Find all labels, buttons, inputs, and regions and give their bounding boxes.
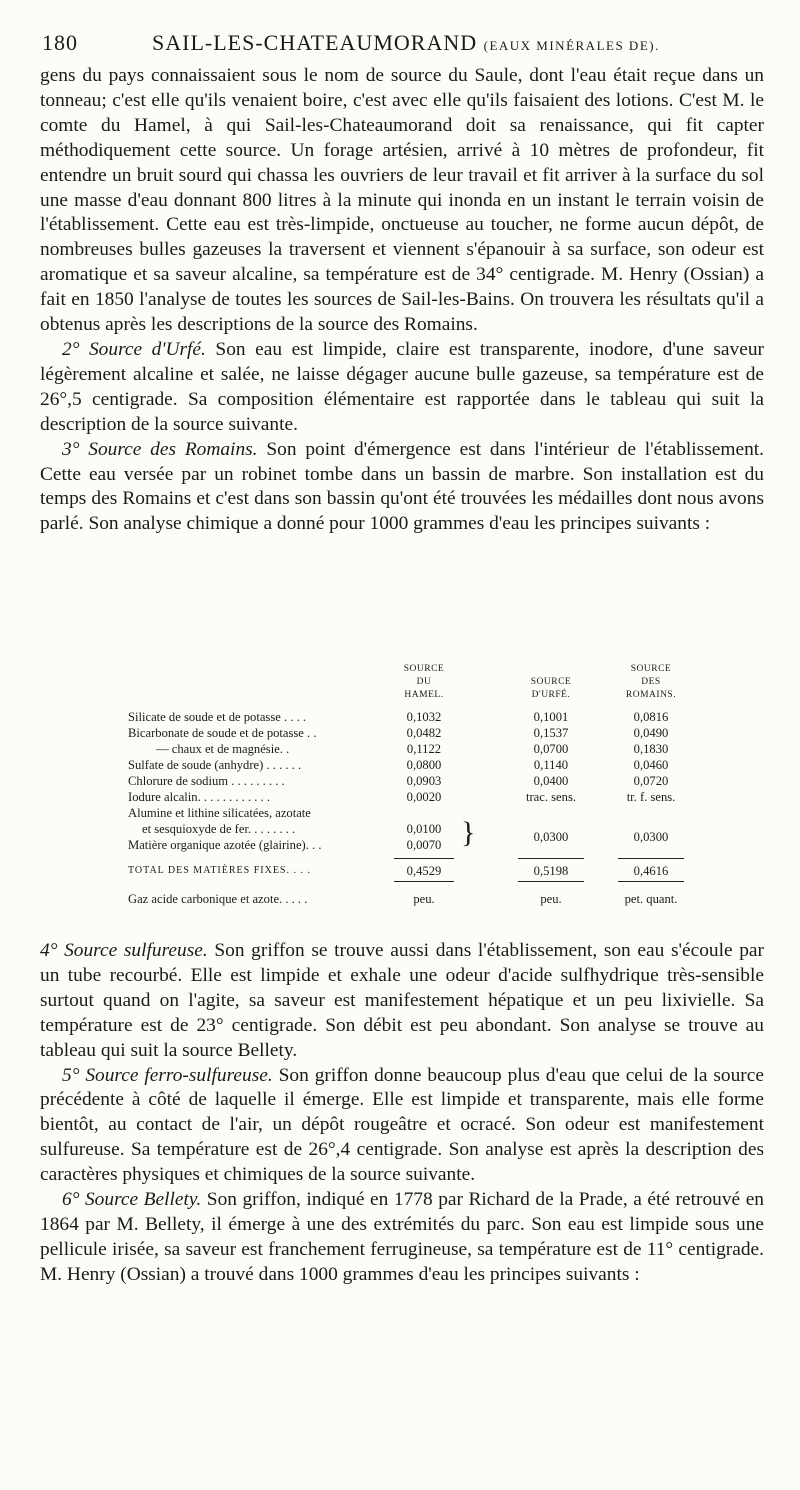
table-cell: 0,0300: [633, 830, 669, 844]
table-row-label: Chlorure de sodium . . . . . . . . .: [128, 774, 285, 788]
sum-rule: [518, 858, 584, 859]
table-cell: 0,1830: [633, 742, 669, 756]
table-row-label: Alumine et lithine silicatées, azotate: [128, 806, 311, 820]
sum-rule: [394, 858, 454, 859]
sum-rule: [618, 858, 684, 859]
table-cell: tr. f. sens.: [626, 790, 676, 804]
table-cell: 0,0100: [406, 822, 442, 836]
table-cell: trac. sens.: [525, 790, 576, 804]
paragraph-source-sulfureuse: [40, 939, 764, 1064]
section-label: 3° Source des Romains.: [62, 438, 258, 460]
paragraph-source-urfe: [40, 338, 764, 438]
column-header-hamel: SOURCE DU HAMEL.: [403, 664, 445, 700]
paragraph-text: Son griffon donne beaucoup plus d'eau que celui de la source précédente à côté de laquelle il émerge. Elle est limpide et transparente, mais elle forme bientôt, au contact de l'air, un dépôt rougeâtre et ocracé. Son odeur est manifestement sulfureuse. Sa température est de 26°,4 centigrade. Son analyse est après la description des caractères physiques et chimiques de la source suivante.: [40, 1064, 764, 1186]
table-cell: 0,0020: [406, 790, 442, 804]
table-cell: 0,0800: [406, 758, 442, 772]
table-cell: 0,1032: [406, 710, 442, 724]
table-cell: 0,0720: [633, 774, 669, 788]
table-row-label: Silicate de soude et de potasse . . . .: [128, 710, 307, 724]
table-row-label: Iodure alcalin. . . . . . . . . . . .: [128, 790, 270, 804]
table-total: 0,4616: [633, 864, 669, 878]
table-cell: 0,0400: [533, 774, 569, 788]
paragraph-text: Son eau est limpide, claire est transparente, inodore, d'une saveur légèrement alcaline et salée, ne laisse dégager aucune bulle gazeuse, sa température est de 26°,5 centigrade. Sa composition élémentaire est rapportée dans le tableau qui suit la description de la source suivante.: [40, 338, 764, 435]
table-cell: 0,1122: [406, 742, 442, 756]
table-cell: 0,0070: [406, 838, 442, 852]
table-cell: 0,0300: [533, 830, 569, 844]
paragraph-source-du-hamel: gens du pays connaissaient sous le nom de source du Saule, dont l'eau était reçue dans un tonneau; c'est elle qu'ils venaient boire, c'est avec elle qu'ils faisaient des lotions. C'est M. le comte du Hamel, à qui Sail-les-Chateaumorand doit sa renaissance, qui fit capter méthodiquement cette source. Un forage artésien, arrivé à 10 mètres de profondeur, fit entendre un bruit sourd qui chassa les ouvriers de leur travail et fit arriver à la surface du sol une masse d'eau donnant 800 litres à la minute qui inonda en un instant le terrain voisin de l'établissement. Cette eau est très-limpide, onctueuse au toucher, ne forme aucun dépôt, de nombreuses bulles gazeuses la traversent et viennent s'épanouir à sa surface, son odeur est aromatique et sa saveur alcaline, sa température est de 34° centigrade. M. Henry (Ossian) a fait en 1850 l'analyse de toutes les sources de Sail-les-Bains. On trouvera les résultats qu'il a obtenus après les descriptions de la source des Romains.: [40, 65, 764, 336]
sum-rule: [518, 881, 584, 882]
table-total: 0,5198: [533, 864, 569, 878]
table-cell: 0,0460: [633, 758, 669, 772]
running-header: [40, 30, 760, 62]
body-text-top: [40, 64, 764, 537]
running-title-sub: (EAUX MINÉRALES DE).: [483, 38, 660, 53]
paragraph-source-romains: [40, 438, 764, 538]
table-cell: 0,0482: [406, 726, 442, 740]
table-row-label: Gaz acide carbonique et azote. . . . .: [128, 892, 308, 906]
brace-glyph: }: [461, 816, 476, 849]
page-number: 180: [42, 30, 78, 55]
table-cell: 0,1537: [533, 726, 569, 740]
column-header-urfe: SOURCE D'URFÉ.: [530, 677, 572, 700]
table-row-label: et sesquioxyde de fer. . . . . . . .: [142, 822, 296, 836]
section-label: 2° Source d'Urfé.: [62, 338, 206, 360]
table-cell: peu.: [413, 892, 435, 906]
table-cell: 0,0700: [533, 742, 569, 756]
table-row-label: Bicarbonate de soude et de potasse . .: [128, 726, 317, 740]
section-label: 6° Source Bellety.: [62, 1189, 202, 1211]
table-cell: 0,1001: [533, 710, 569, 724]
table-cell: 0,0490: [633, 726, 669, 740]
section-label: 4° Source sulfureuse.: [40, 940, 208, 961]
table-cell: pet. quant.: [624, 892, 678, 906]
table-row-label: Matière organique azotée (glairine). . .: [128, 838, 322, 852]
paragraph-text: Son griffon se trouve aussi dans l'établissement, son eau s'écoule par un tube recourbé. Elle est limpide et exhale une odeur d'acide sulfhydrique très-sensible surtout quand on l'agite, sa saveur est manifestement hépatique et un peu lixivielle. Sa température est de 23° centigrade. Son débit est peu abondant. Son analyse se trouve au tableau qui suit la source Bellety.: [40, 940, 764, 1061]
table-row-label: Sulfate de soude (anhydre) . . . . . .: [128, 758, 302, 772]
analysis-table: [128, 663, 708, 925]
table-total: 0,4529: [406, 864, 442, 878]
sum-rule: [618, 881, 684, 882]
body-text-bottom: [40, 939, 764, 1288]
table-cell: 0,0816: [633, 710, 669, 724]
table-cell: 0,1140: [533, 758, 569, 772]
section-label: 5° Source ferro-sulfureuse.: [62, 1064, 273, 1086]
paragraph-source-bellety: [40, 1188, 764, 1288]
running-title-main: SAIL-LES-CHATEAUMORAND: [152, 30, 478, 55]
table-cell: 0,0903: [406, 774, 442, 788]
running-title: [152, 30, 660, 56]
paragraph-text: Son point d'émergence est dans l'intérieur de l'établissement. Cette eau versée par un robinet tombe dans un bassin de marbre. Son installation est du temps des Romains et c'est dans son bassin qu'ont été trouvées les médailles dont nous avons parlé. Son analyse chimique a donné pour 1000 grammes d'eau les principes suivants :: [40, 438, 764, 535]
table-row-label: — chaux et de magnésie. .: [156, 742, 290, 756]
sum-rule: [394, 881, 454, 882]
table-cell: peu.: [540, 892, 562, 906]
table-total-label: TOTAL DES MATIÈRES FIXES. . . .: [128, 865, 311, 876]
paragraph-source-ferro-sulfureuse: [40, 1064, 764, 1189]
paragraph-text: Son griffon, indiqué en 1778 par Richard de la Prade, a été retrouvé en 1864 par M. Bellety, il émerge à une des extrémités du parc. Son eau est limpide sous une pellicule irisée, sa saveur est franchement ferrugineuse, sa température est de 11° centigrade. M. Henry (Ossian) a trouvé dans 1000 grammes d'eau les principes suivants :: [40, 1189, 764, 1285]
column-header-romains: SOURCE DES ROMAINS.: [625, 664, 677, 700]
